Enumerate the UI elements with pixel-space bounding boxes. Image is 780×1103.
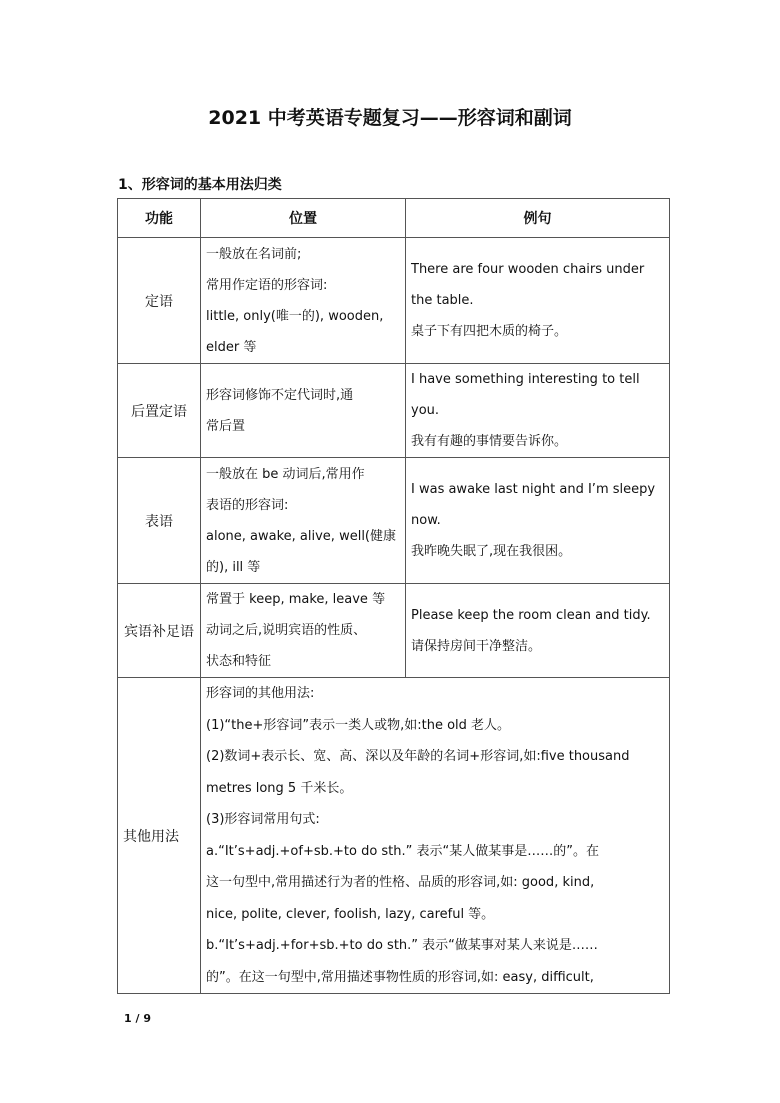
table-row xyxy=(118,584,670,678)
function-cell: 表语 xyxy=(118,458,201,584)
other-line: (2)数词+表示长、宽、高、深以及年龄的名词+形容词,如:five thousand xyxy=(206,749,630,764)
example-cell xyxy=(406,458,670,584)
position-cell xyxy=(201,584,406,678)
position-line: 动词之后,说明宾语的性质、 xyxy=(206,623,367,638)
function-cell: 其他用法 xyxy=(118,678,201,994)
position-line: 常置于 keep, make, leave 等 xyxy=(206,592,386,607)
other-line: 的”。在这一句型中,常用描述事物性质的形容词,如: easy, difficult, xyxy=(206,969,594,985)
header-function: 功能 xyxy=(118,199,201,238)
example-cell xyxy=(406,584,670,678)
table-row-other xyxy=(118,678,670,994)
table-row xyxy=(118,458,670,584)
other-line: a.“It’s+adj.+of+sb.+to do sth.” 表示“某人做某事是……的”。在 xyxy=(206,843,599,859)
other-line: 形容词的其他用法: xyxy=(206,686,315,701)
position-line: little, only(唯一的), wooden, xyxy=(206,308,384,324)
position-line: 的), ill 等 xyxy=(206,559,261,575)
example-line: There are four wooden chairs under xyxy=(411,262,645,277)
table-header-row xyxy=(118,199,670,238)
function-cell: 后置定语 xyxy=(118,364,201,458)
position-line: 一般放在 be 动词后,常用作 xyxy=(206,466,365,482)
position-line: 状态和特征 xyxy=(206,654,272,669)
position-line: 一般放在名词前; xyxy=(206,246,302,262)
table-row xyxy=(118,364,670,458)
example-line: I have something interesting to tell xyxy=(411,372,640,387)
example-line: I was awake last night and I’m sleepy xyxy=(411,482,656,497)
position-line: 表语的形容词: xyxy=(206,497,289,513)
header-example: 例句 xyxy=(406,199,670,238)
position-line: 常后置 xyxy=(206,418,246,434)
section-heading: 1、形容词的基本用法归类 xyxy=(118,177,282,193)
example-cell xyxy=(406,364,670,458)
position-line: 形容词修饰不定代词时,通 xyxy=(206,387,354,403)
example-line: the table. xyxy=(411,293,474,308)
example-line: Please keep the room clean and tidy. xyxy=(411,607,651,623)
position-line: alone, awake, alive, well(健康 xyxy=(206,528,396,544)
other-line: 这一句型中,常用描述行为者的性格、品质的形容词,如: good, kind, xyxy=(206,875,595,890)
page-title: 2021 中考英语专题复习——形容词和副词 xyxy=(208,107,572,129)
other-line: nice, polite, clever, foolish, lazy, careful 等。 xyxy=(206,906,495,922)
position-line: 常用作定语的形容词: xyxy=(206,277,328,293)
example-line: 我有有趣的事情要告诉你。 xyxy=(411,434,568,449)
other-line: metres long 5 千米长。 xyxy=(206,780,353,796)
example-line: you. xyxy=(411,403,440,418)
table-row xyxy=(118,238,670,364)
example-line: 请保持房间干净整洁。 xyxy=(411,638,542,654)
example-line: now. xyxy=(411,513,441,528)
other-line: (3)形容词常用句式: xyxy=(206,812,320,827)
example-line: 我昨晚失眠了,现在我很困。 xyxy=(411,544,572,559)
position-cell xyxy=(201,364,406,458)
position-cell xyxy=(201,238,406,364)
function-cell: 定语 xyxy=(118,238,201,364)
other-line: b.“It’s+adj.+for+sb.+to do sth.” 表示“做某事对某人来说是…… xyxy=(206,938,598,953)
example-line: 桌子下有四把木质的椅子。 xyxy=(411,324,568,339)
position-cell xyxy=(201,458,406,584)
adjective-usage-table xyxy=(117,198,670,994)
other-usage-cell xyxy=(201,678,670,994)
other-line: (1)“the+形容词”表示一类人或物,如:the old 老人。 xyxy=(206,717,511,733)
example-cell xyxy=(406,238,670,364)
header-position: 位置 xyxy=(201,199,406,238)
function-cell: 宾语补足语 xyxy=(118,584,201,678)
page-number: 1 / 9 xyxy=(124,1012,151,1025)
position-line: elder 等 xyxy=(206,339,257,355)
